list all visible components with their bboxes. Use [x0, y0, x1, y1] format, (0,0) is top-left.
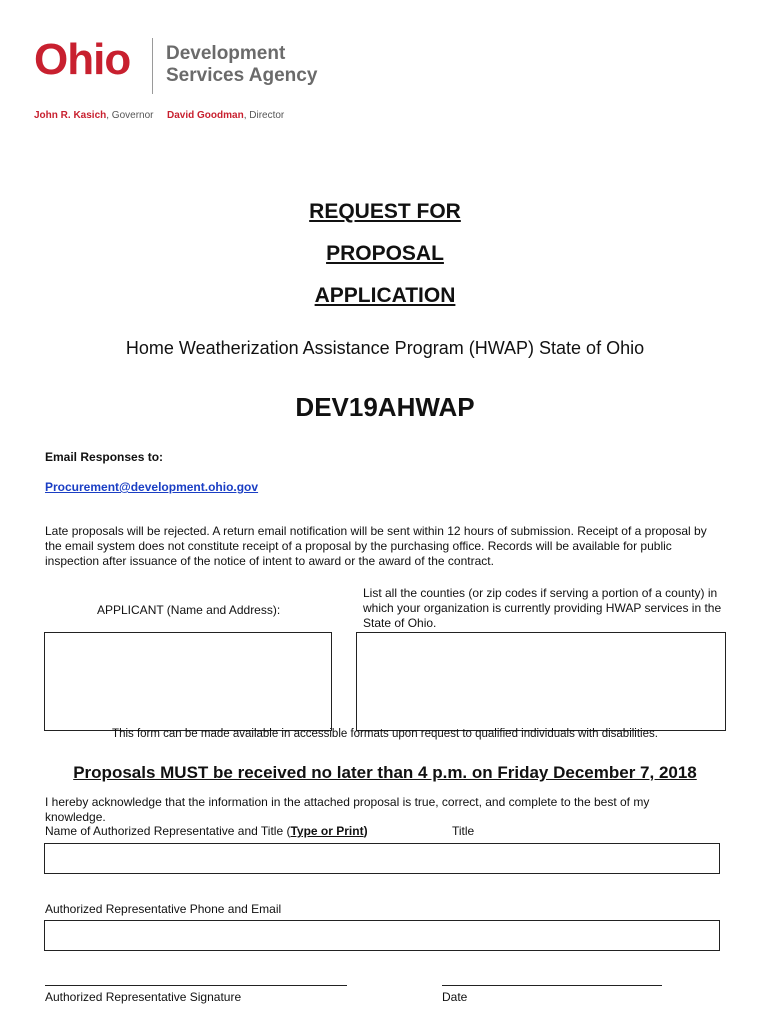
signature-line[interactable]: [45, 985, 347, 986]
governor-name: John R. Kasich: [34, 110, 107, 121]
agency-line-2: Services Agency: [166, 65, 318, 86]
rfp-code: DEV19AHWAP: [295, 392, 475, 422]
rep-label-suffix: ): [363, 824, 368, 838]
counties-label: List all the counties (or zip codes if serving a portion of a county) in which your organization is currently providing HWAP services in the State of Ohio.: [363, 586, 722, 630]
representative-name-input[interactable]: [44, 843, 720, 874]
title-line-1: REQUEST FOR: [309, 200, 461, 223]
logo-divider: [152, 38, 153, 94]
director-title: , Director: [243, 110, 285, 121]
email-label: Email Responses to:: [45, 450, 164, 464]
accessibility-note: This form can be made available in accessible formats upon request to qualified individuals with disabilities.: [112, 728, 658, 740]
governor-title: , Governor: [106, 110, 154, 121]
deadline-notice: Proposals MUST be received no later than 4 p.m. on Friday December 7, 2018: [73, 763, 697, 782]
late-proposal-notice: Late proposals will be rejected. A return email notification will be sent within 12 hours of submission. Receipt of a proposal by the email system does not constitute receipt of a proposal by the purchasing office. Records will be available for public inspection after issuance of the notice of intent to award or the award of the contract.: [45, 524, 707, 568]
date-label: Date: [442, 990, 468, 1004]
rep-label-emphasis: Type or Print: [290, 824, 364, 838]
applicant-label: APPLICANT (Name and Address):: [97, 603, 281, 617]
signature-label: Authorized Representative Signature: [45, 990, 242, 1004]
phone-email-label: Authorized Representative Phone and Email: [45, 902, 282, 916]
agency-name: [166, 43, 317, 87]
acknowledgement-text: I hereby acknowledge that the information in the attached proposal is true, correct, and complete to the best of my knowledge.: [45, 795, 650, 824]
title-label: Title: [452, 824, 475, 838]
director-line: [167, 110, 284, 121]
title-line-2: PROPOSAL: [326, 242, 444, 265]
agency-line-1: Development: [166, 43, 286, 64]
representative-name-label: [45, 824, 368, 839]
email-link[interactable]: Procurement@development.ohio.gov: [45, 480, 259, 494]
counties-input[interactable]: [356, 632, 726, 731]
title-line-3: APPLICATION: [314, 284, 456, 307]
program-subtitle: Home Weatherization Assistance Program (HWAP) State of Ohio: [125, 338, 645, 358]
governor-line: [34, 110, 154, 121]
phone-email-input[interactable]: [44, 920, 720, 951]
rep-label-prefix: Name of Authorized Representative and Title (: [45, 824, 291, 838]
director-name: David Goodman: [167, 110, 244, 121]
applicant-input[interactable]: [44, 632, 332, 731]
ohio-logo: Ohio: [34, 35, 131, 84]
date-line[interactable]: [442, 985, 662, 986]
